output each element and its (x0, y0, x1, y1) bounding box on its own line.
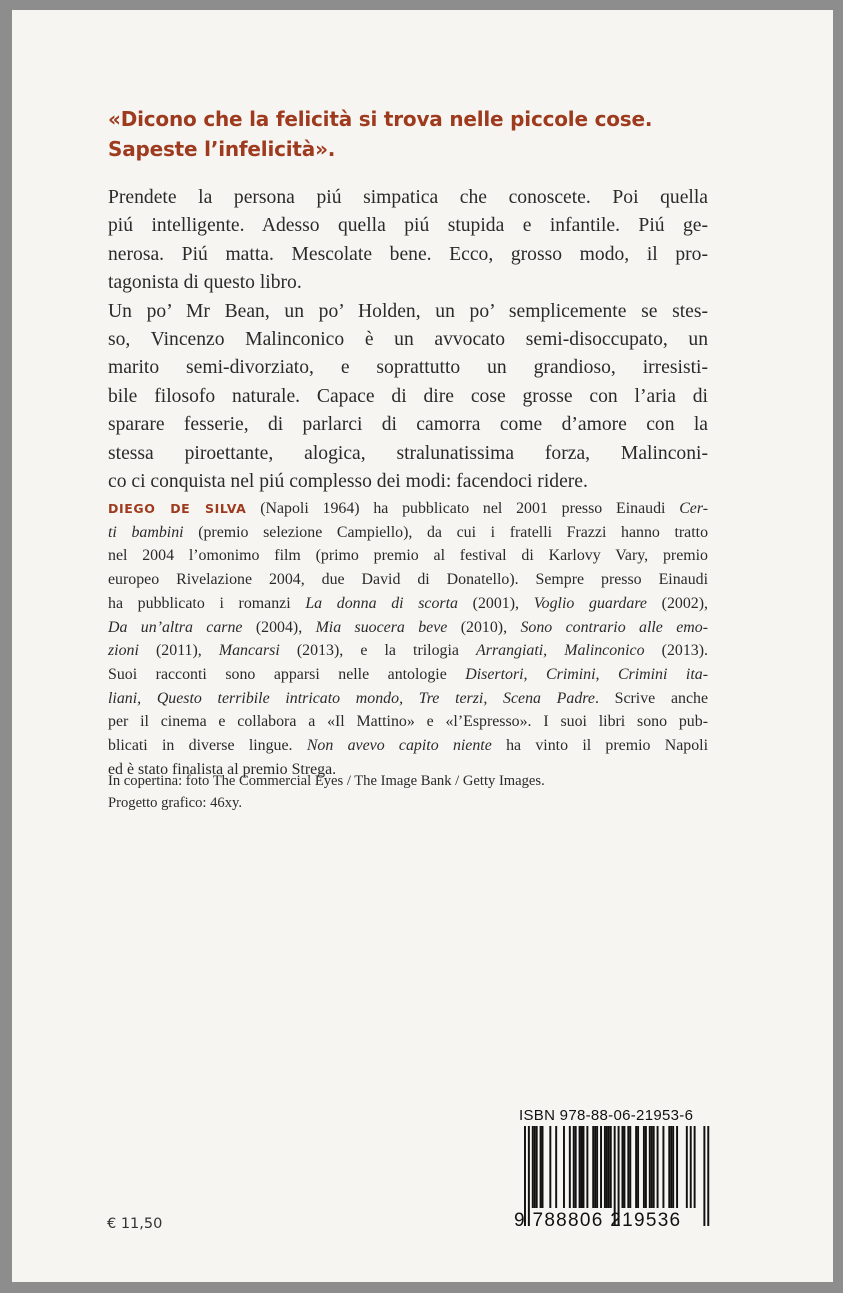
bio-text: ha vinto il premio Napoli (491, 737, 708, 755)
bio-text: (2010), (447, 618, 521, 636)
credits (108, 770, 545, 814)
barcode-bar (534, 1126, 536, 1208)
barcode-bar (649, 1126, 651, 1208)
bio-line: per il cinema e collabora a «Il Mattino» e «l’Espresso». I suoi libri sono pub- (108, 713, 708, 731)
barcode-bar (549, 1126, 551, 1208)
author-name: DIEGO DE SILVA (108, 501, 247, 516)
bio-text: . Scrive anche (594, 689, 708, 707)
blurb-line: so, Vincenzo Malinconico è un avvocato semi-disoccupato, un (108, 329, 708, 351)
bio-line (108, 497, 708, 521)
barcode-bar (592, 1126, 594, 1208)
barcode-bar (606, 1126, 608, 1208)
barcode-bar (608, 1126, 610, 1208)
bio-title: Mia suocera beve (315, 618, 448, 636)
bio-title: zioni (108, 642, 139, 660)
bio-text: (2013). (644, 642, 708, 660)
bio-text: (Napoli 1964) ha pubblicato nel 2001 presso Einaudi (246, 500, 680, 517)
barcode-bar (555, 1126, 557, 1208)
bio-line (108, 616, 708, 640)
bio-line (108, 592, 708, 616)
bio-line: europeo Rivelazione 2004, due David di Donatello). Sempre presso Einaudi (108, 571, 708, 589)
blurb-line: tagonista di questo libro. (108, 272, 302, 294)
barcode-bar (573, 1126, 575, 1208)
barcode-bar (579, 1126, 581, 1208)
barcode-bar (703, 1126, 705, 1226)
barcode-bar (637, 1126, 639, 1208)
bio-text: (2002), (646, 594, 708, 612)
barcode-bar (668, 1126, 670, 1208)
barcode-bar (575, 1126, 577, 1208)
bio-text: (premio selezione Campiello), da cui i fratelli Frazzi hanno tratto (183, 523, 709, 541)
barcode-bar (694, 1126, 696, 1208)
bio-text: Suoi racconti sono apparsi nelle antologie (108, 665, 466, 683)
barcode-bar (610, 1126, 612, 1208)
barcode-bar (670, 1126, 672, 1208)
barcode-bar (635, 1126, 637, 1208)
barcode-digits: 9 788806 219536 (514, 1210, 682, 1231)
price: € 11,50 (107, 1216, 163, 1232)
barcode-bar (540, 1126, 542, 1208)
blurb-line: bile filosofo naturale. Capace di dire cose grosse con l’aria di (108, 385, 708, 407)
blurb-line: co ci conquista nel piú complesso dei modi: facendoci ridere. (108, 471, 588, 493)
barcode-bar (586, 1126, 588, 1208)
barcode-bar (627, 1126, 629, 1208)
barcode-bar (532, 1126, 534, 1208)
barcode-bar (536, 1126, 538, 1208)
bio-line: nel 2004 l’omonimo film (primo premio al festival di Karlovy Vary, premio (108, 547, 708, 565)
bio-line (108, 639, 708, 663)
barcode-bar (676, 1126, 678, 1208)
barcode-bar (581, 1126, 583, 1208)
bio-title: La donna di scorta (305, 594, 458, 612)
pull-quote (108, 104, 728, 164)
blurb-line: Un po’ Mr Bean, un po’ Holden, un po’ semplicemente se stes- (108, 300, 708, 322)
blurb-line: nerosa. Piú matta. Mescolate bene. Ecco, grosso modo, il pro- (108, 243, 708, 265)
bio-title: ti bambini (108, 523, 184, 541)
pull-quote-line-1: «Dicono che la felicità si trova nelle piccole cose. (108, 107, 653, 131)
bio-title: Mancarsi (218, 642, 280, 660)
bio-text: blicati in diverse lingue. (108, 737, 307, 755)
bio-title: Disertori, Crimini, Crimini ita- (465, 665, 708, 683)
blurb-line: stessa piroettante, alogica, stralunatissima forza, Malinconi- (108, 442, 708, 464)
blurb-line: Prendete la persona piú simpatica che conoscete. Poi quella (108, 187, 708, 208)
blurb-line: sparare fesserie, di parlarci di camorra come d’amore con la (108, 414, 708, 436)
barcode-bar (622, 1126, 624, 1208)
barcode-bar (604, 1126, 606, 1208)
bio-title: Non avevo capito niente (306, 737, 492, 755)
barcode-bar (629, 1126, 631, 1208)
bio-title: Arrangiati, Malinconico (476, 642, 645, 660)
author-bio (108, 497, 708, 781)
blurb-line: piú intelligente. Adesso quella piú stupida e infantile. Piú ge- (108, 215, 708, 237)
bio-line (108, 663, 708, 687)
bio-line (108, 521, 708, 545)
barcode-bar (600, 1126, 602, 1208)
barcode-bar (672, 1126, 674, 1208)
blurb-text (108, 184, 708, 496)
pull-quote-line-2: Sapeste l’infelicità». (108, 137, 336, 161)
barcode-bar (662, 1126, 664, 1208)
barcode-bar (583, 1126, 585, 1208)
cover-credit: In copertina: foto The Commercial Eyes / The Image Bank / Getty Images. (108, 773, 545, 789)
barcode-bar (596, 1126, 598, 1208)
bio-text: (2001), (457, 594, 534, 612)
bio-text: ha pubblicato i romanzi (108, 594, 306, 612)
barcode-bar (569, 1126, 571, 1208)
bio-title: Sono contrario alle emo- (520, 618, 708, 636)
barcode-bar (707, 1126, 709, 1226)
bio-title: Da un’altra carne (108, 618, 243, 636)
barcode-bar (623, 1126, 625, 1208)
barcode-bar (657, 1126, 659, 1208)
bio-text: (2004), (242, 618, 316, 636)
barcode-bar (690, 1126, 692, 1208)
barcode-bar (542, 1126, 544, 1208)
barcode-bar (563, 1126, 565, 1208)
barcode-bar (645, 1126, 647, 1208)
bio-text: (2013), e la trilogia (279, 642, 477, 660)
barcode-bar (651, 1126, 653, 1208)
bio-title: liani, Questo terribile intricato mondo, Tre terzi, Scena Padre (108, 689, 595, 707)
barcode-bar (653, 1126, 655, 1208)
bio-text: (2011), (138, 642, 219, 660)
design-credit: Progetto grafico: 46xy. (108, 795, 243, 811)
barcode-bar (686, 1126, 688, 1208)
barcode-bar (643, 1126, 645, 1208)
bio-line: ed è stato finalista al premio Strega. (108, 760, 337, 778)
isbn-label: ISBN 978-88-06-21953-6 (519, 1107, 694, 1124)
barcode-bar (594, 1126, 596, 1208)
bio-title: Cer- (679, 500, 709, 517)
bio-line (108, 734, 708, 758)
bio-title: Voglio guardare (533, 594, 647, 612)
bio-line (108, 687, 708, 711)
blurb-line: marito semi-divorziato, e soprattutto un grandioso, irresisti- (108, 357, 708, 379)
